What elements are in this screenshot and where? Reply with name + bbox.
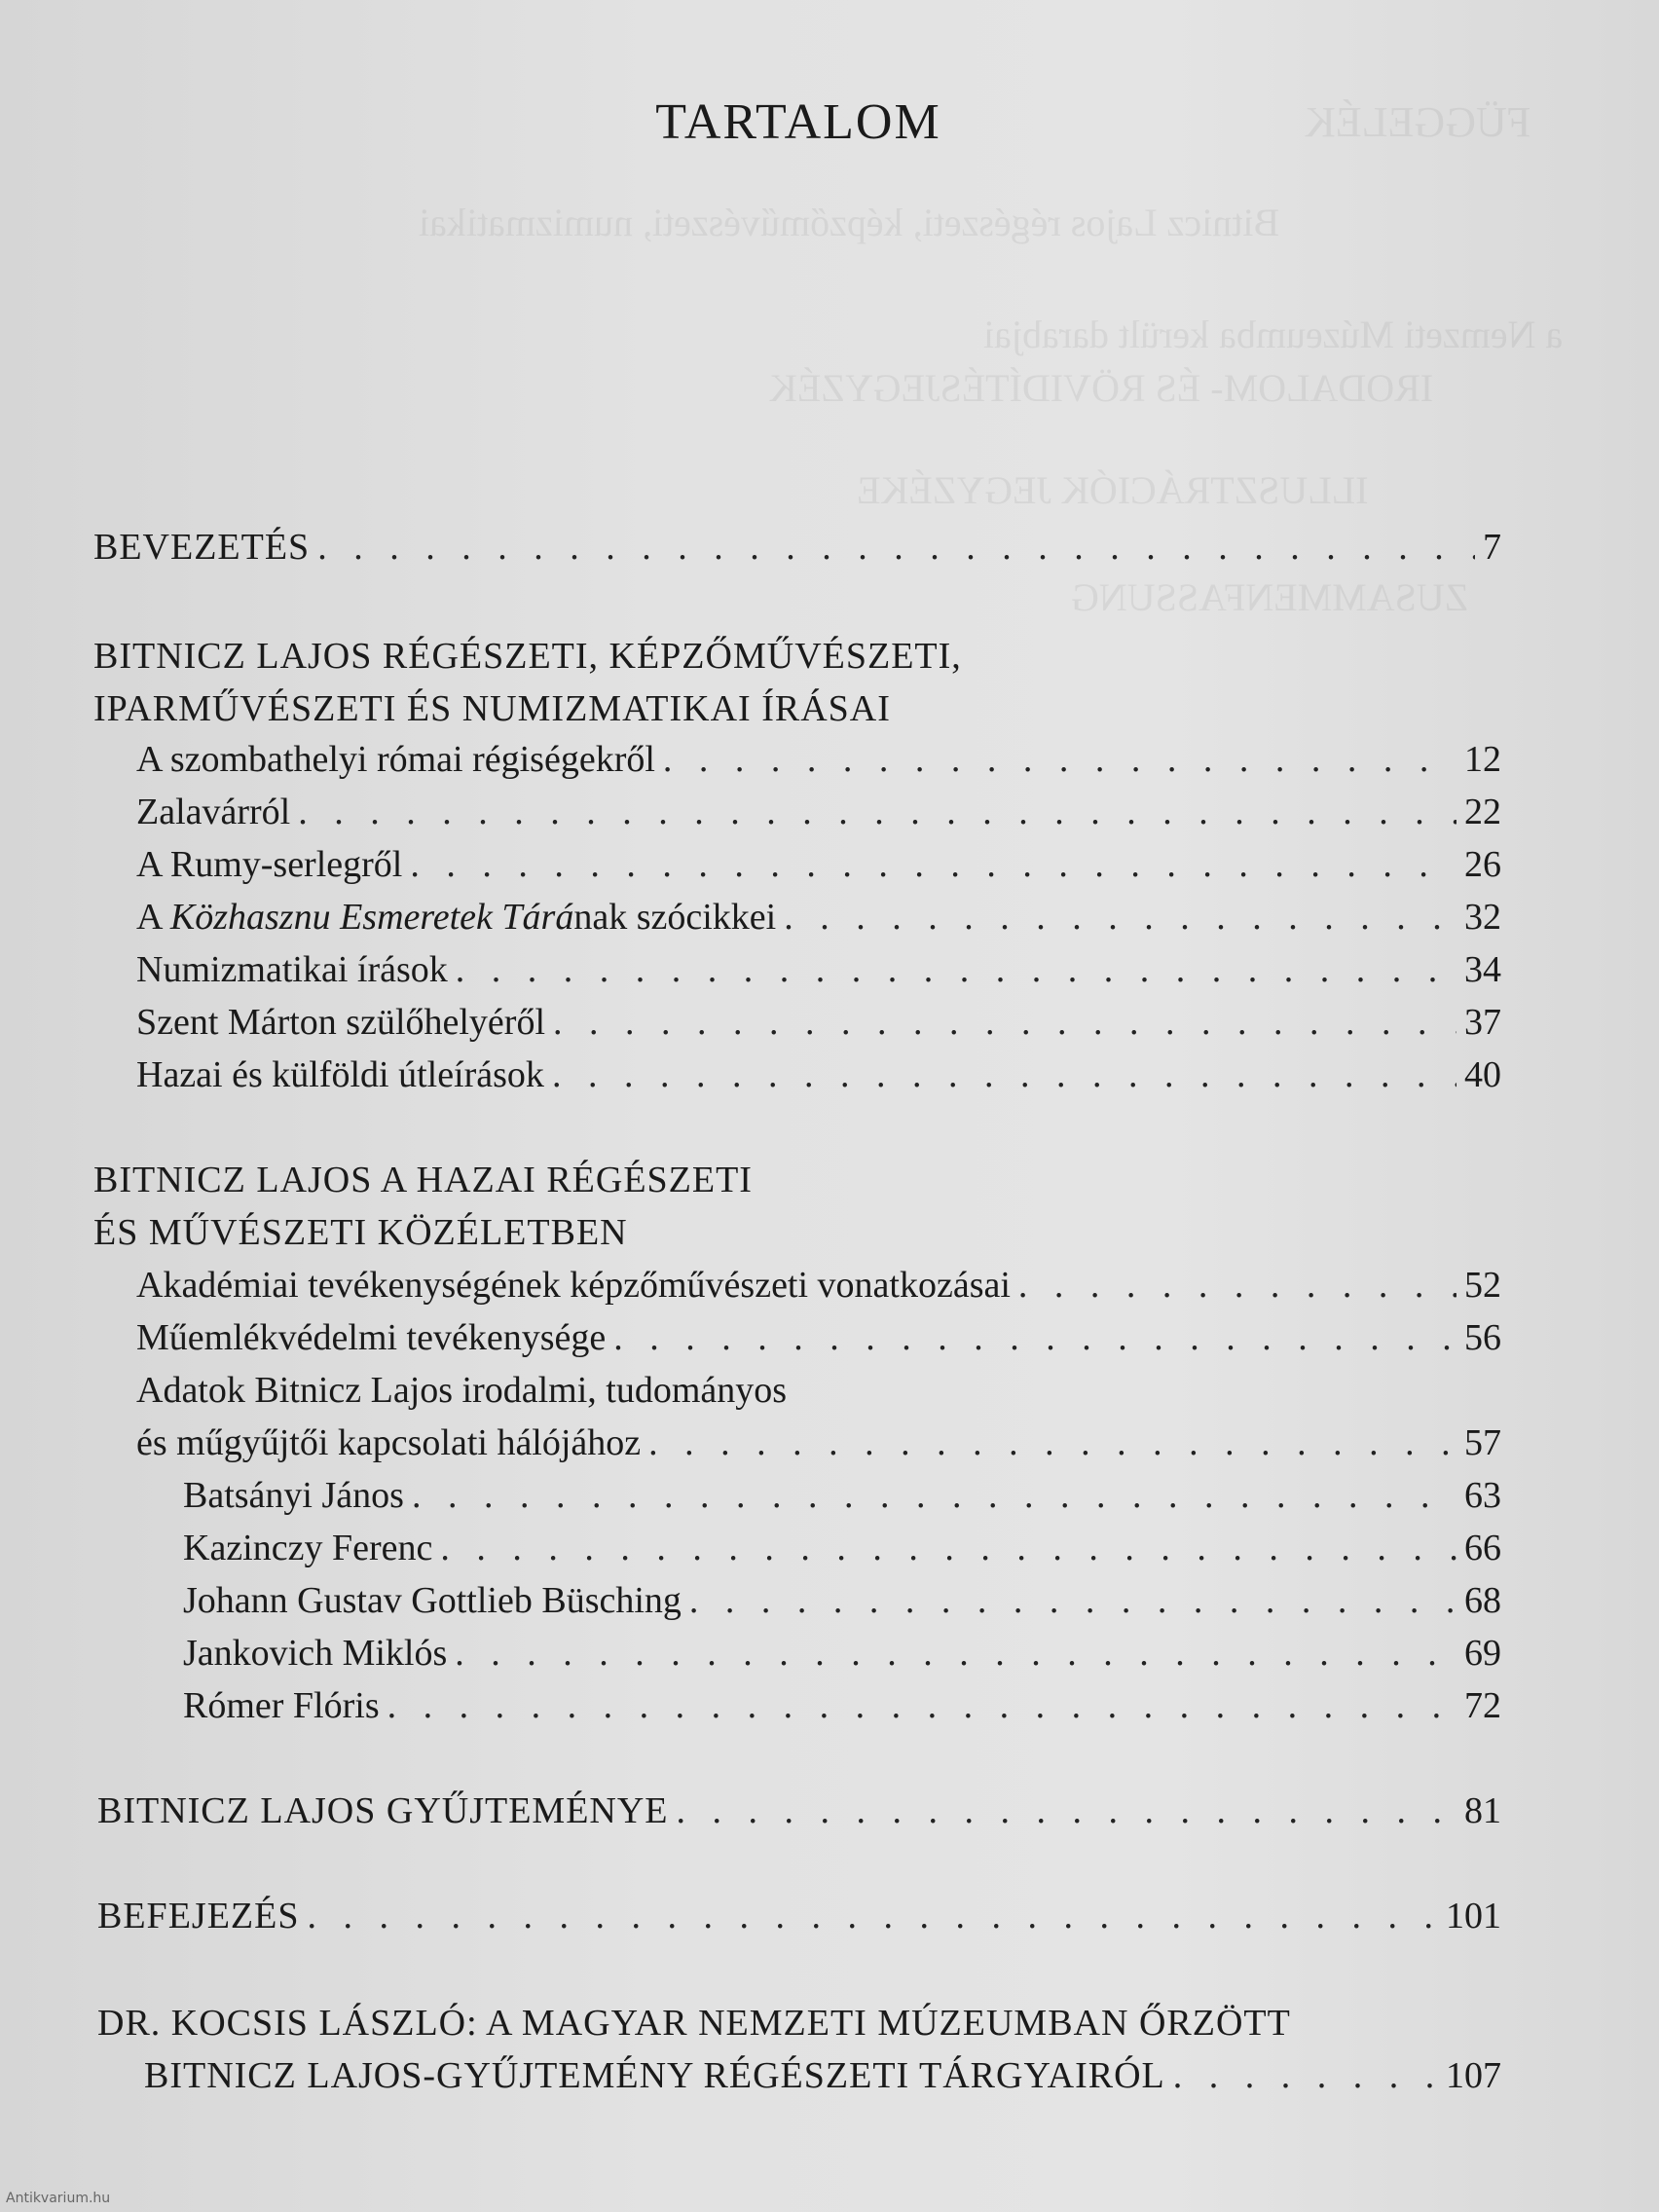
bleed-through-decoration: Bitnicz Lajos régészeti, képzőművészeti, numizmatikai [419, 201, 1280, 244]
toc-entry [136, 948, 1501, 991]
label-part: A [136, 897, 170, 938]
toc-entry-label: és műgyűjtői kapcsolati hálójához [136, 1422, 642, 1463]
toc-entry-label: Rómer Flóris [183, 1685, 380, 1726]
page-title: TARTALOM [655, 94, 941, 150]
dot-leader [412, 1474, 1456, 1517]
toc-entry [136, 791, 1501, 833]
toc-entry-kocsis [144, 2054, 1501, 2097]
toc-page-number: 37 [1464, 1002, 1501, 1043]
toc-page-number: 26 [1464, 844, 1501, 885]
toc-entry [136, 843, 1501, 886]
toc-entry [136, 896, 1501, 939]
toc-entry-label: Szent Márton szülőhelyéről [136, 1002, 546, 1043]
toc-page-number: 63 [1464, 1475, 1501, 1516]
toc-entry-label: A szombathelyi római régiségekről [136, 739, 655, 780]
dot-leader [455, 1632, 1456, 1675]
bleed-through-decoration: IRODALOM- ÉS RÖVIDÍTÉSJEGYZÉK [769, 366, 1434, 410]
toc-subentry [183, 1527, 1501, 1569]
toc-entry-label: BEFEJEZÉS [97, 1896, 300, 1936]
dot-leader [677, 1789, 1456, 1832]
section-heading-line: BITNICZ LAJOS RÉGÉSZETI, KÉPZŐMŰVÉSZETI, [93, 636, 962, 677]
toc-subentry [183, 1632, 1501, 1675]
label-part: nak szócikkei [573, 897, 777, 938]
toc-page-number: 52 [1464, 1265, 1501, 1306]
section-heading-line: IPARMŰVÉSZETI ÉS NUMIZMATIKAI ÍRÁSAI [93, 688, 891, 729]
dot-leader [410, 843, 1456, 886]
toc-page-number: 72 [1464, 1685, 1501, 1726]
toc-entry-label: Batsányi János [183, 1475, 404, 1516]
toc-page-number: 12 [1464, 739, 1501, 780]
toc-page-number: 81 [1464, 1790, 1501, 1831]
toc-entry-label: Adatok Bitnicz Lajos irodalmi, tudományos [136, 1370, 788, 1411]
toc-entry-gyujtemenye [97, 1789, 1501, 1832]
dot-leader [298, 791, 1456, 833]
toc-entry-label: Zalavárról [136, 792, 291, 832]
toc-entry [136, 1421, 1501, 1464]
toc-subentry [183, 1579, 1501, 1622]
bleed-through-decoration: a Nemzeti Múzeumba került darabjai [983, 313, 1564, 356]
section-heading-line: ÉS MŰVÉSZETI KÖZÉLETBEN [93, 1212, 628, 1253]
toc-entry-label: Műemlékvédelmi tevékenysége [136, 1317, 607, 1358]
toc-entry-label: Kazinczy Ferenc [183, 1528, 433, 1568]
toc-entry [136, 1053, 1501, 1096]
toc-entry [136, 1001, 1501, 1044]
toc-entry-label: Numizmatikai írások [136, 949, 448, 990]
dot-leader [648, 1421, 1456, 1464]
watermark: Antikvarium.hu [6, 2191, 111, 2206]
toc-subentry [183, 1474, 1501, 1517]
toc-page-number: 66 [1464, 1528, 1501, 1568]
dot-leader [663, 738, 1456, 781]
dot-leader [689, 1579, 1456, 1622]
toc-entry-label: Akadémiai tevékenységének képzőművészeti vonatkozásai [136, 1265, 1011, 1306]
toc-page-number: 107 [1446, 2055, 1501, 2096]
toc-entry-label: A Rumy-serlegről [136, 844, 403, 885]
toc-entry [136, 1264, 1501, 1307]
bleed-through-decoration: FÜGGELÉK [1305, 98, 1531, 146]
bleed-through-decoration: ZUSAMMENFASSUNG [1071, 575, 1469, 619]
toc-entry-bevezetes [93, 526, 1501, 569]
toc-entry-label: Johann Gustav Gottlieb Büsching [183, 1580, 682, 1621]
toc-page-number: 7 [1483, 527, 1501, 568]
toc-entry [136, 1316, 1501, 1359]
dot-leader [307, 1895, 1438, 1937]
italic-title: Közhasznu Esmeretek Tárá [169, 897, 574, 938]
dot-leader [440, 1527, 1456, 1569]
dot-leader [784, 896, 1456, 939]
toc-subentry [183, 1684, 1501, 1727]
dot-leader [553, 1001, 1456, 1044]
toc-page-number: 34 [1464, 949, 1501, 990]
toc-entry [136, 738, 1501, 781]
section-heading-line: BITNICZ LAJOS A HAZAI RÉGÉSZETI [93, 1160, 753, 1200]
toc-entry-label: BEVEZETÉS [93, 527, 311, 568]
bleed-through-decoration: ILLUSZTRÁCIÓK JEGYZÉKE [857, 468, 1369, 512]
toc-page-number: 69 [1464, 1633, 1501, 1674]
toc-page-number: 68 [1464, 1580, 1501, 1621]
toc-page-number: 32 [1464, 897, 1501, 938]
toc-entry-label: BITNICZ LAJOS-GYŰJTEMÉNY RÉGÉSZETI TÁRGYAIRÓL [144, 2055, 1165, 2096]
toc-page-number: 57 [1464, 1422, 1501, 1463]
dot-leader [456, 948, 1456, 991]
dot-leader [552, 1053, 1456, 1096]
toc-entry-befejezes [97, 1895, 1501, 1937]
toc-entry-label: BITNICZ LAJOS GYŰJTEMÉNYE [97, 1790, 669, 1831]
toc-entry-label: Jankovich Miklós [183, 1633, 448, 1674]
dot-leader [613, 1316, 1456, 1359]
toc-page-number: 22 [1464, 792, 1501, 832]
toc-entry-label [136, 896, 776, 939]
toc-page-number: 40 [1464, 1054, 1501, 1095]
toc-page-number: 101 [1446, 1896, 1501, 1936]
toc-entry-label: Hazai és külföldi útleírások [136, 1054, 544, 1095]
dot-leader [317, 526, 1475, 569]
section-heading-line: DR. KOCSIS LÁSZLÓ: A MAGYAR NEMZETI MÚZEUMBAN ŐRZÖTT [97, 2003, 1291, 2044]
dot-leader [387, 1684, 1456, 1727]
dot-leader [1018, 1264, 1456, 1307]
toc-page-number: 56 [1464, 1317, 1501, 1358]
dot-leader [1173, 2054, 1438, 2097]
